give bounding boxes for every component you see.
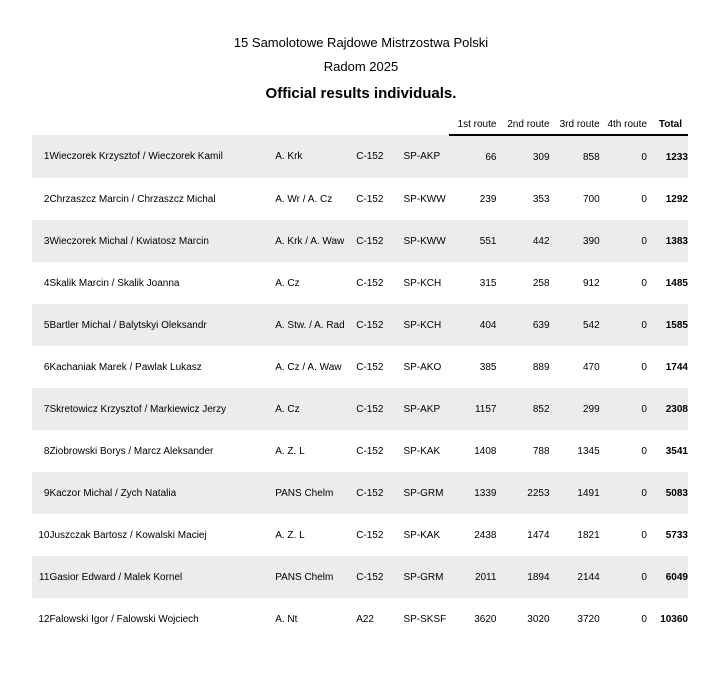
position-cell: 3 bbox=[32, 220, 49, 262]
aircraft-registration-cell: SP-AKP bbox=[403, 388, 449, 430]
aircraft-type-cell: C-152 bbox=[356, 472, 403, 514]
table-row bbox=[32, 472, 688, 514]
total-score-cell: 1585 bbox=[647, 304, 688, 346]
header-spacer bbox=[356, 114, 403, 135]
route-2-score-cell: 442 bbox=[496, 220, 549, 262]
route-2-score-cell: 1474 bbox=[527, 529, 550, 541]
crew-name-cell: Juszczak Bartosz / Kowalski Maciej bbox=[49, 529, 207, 541]
crew-name-cell: Kachaniak Marek / Pawlak Lukasz bbox=[49, 361, 202, 373]
route-3-score-cell: 470 bbox=[582, 361, 600, 373]
route-4-score-cell: 0 bbox=[641, 361, 647, 373]
route-3-score-cell: 1491 bbox=[550, 472, 600, 514]
route-4-score-cell: 0 bbox=[600, 220, 647, 262]
position-cell: 10 bbox=[38, 529, 50, 541]
column-header-route-2: 2nd route bbox=[496, 114, 549, 135]
aircraft-registration-cell: SP-SKSF bbox=[403, 613, 447, 625]
crew-name-cell: Gasior Edward / Malek Kornel bbox=[49, 556, 275, 598]
aircraft-registration-cell: SP-AKP bbox=[403, 135, 449, 178]
club-cell: A. Wr / A. Cz bbox=[275, 193, 333, 205]
route-2-score-cell: 309 bbox=[496, 135, 549, 178]
table-row bbox=[32, 304, 688, 346]
crew-name-cell: Ziobrowski Borys / Marcz Aleksander bbox=[49, 445, 214, 457]
route-1-score-cell: 551 bbox=[449, 220, 496, 262]
route-3-score-cell: 2144 bbox=[550, 556, 600, 598]
position-cell: 11 bbox=[32, 556, 49, 598]
event-location-year: Radom 2025 bbox=[323, 59, 399, 74]
column-header-route-1: 1st route bbox=[449, 114, 496, 135]
crew-name-cell: Bartler Michal / Balytskyi Oleksandr bbox=[49, 304, 275, 346]
route-4-score-cell: 0 bbox=[600, 472, 647, 514]
aircraft-type-cell: C-152 bbox=[356, 388, 403, 430]
position-cell: 8 bbox=[43, 445, 50, 457]
route-2-score-cell: 852 bbox=[496, 388, 549, 430]
total-score-cell: 1292 bbox=[665, 193, 688, 205]
club-cell: A. Z. L bbox=[275, 445, 305, 457]
route-3-score-cell: 542 bbox=[550, 304, 600, 346]
route-3-score-cell: 390 bbox=[550, 220, 600, 262]
route-3-score-cell: 1345 bbox=[577, 445, 600, 457]
crew-name-cell: Skretowicz Krzysztof / Markiewicz Jerzy bbox=[49, 388, 275, 430]
route-1-score-cell: 315 bbox=[479, 277, 497, 289]
route-1-score-cell: 385 bbox=[479, 361, 497, 373]
total-score-cell: 5733 bbox=[665, 529, 688, 541]
aircraft-type-cell: C-152 bbox=[356, 220, 403, 262]
route-2-score-cell: 639 bbox=[496, 304, 549, 346]
position-cell: 2 bbox=[43, 193, 50, 205]
club-cell: A. Z. L bbox=[275, 529, 305, 541]
position-cell: 1 bbox=[32, 135, 49, 178]
crew-name-cell: Falowski Igor / Falowski Wojciech bbox=[49, 613, 199, 625]
route-4-score-cell: 0 bbox=[600, 388, 647, 430]
total-score-cell: 3541 bbox=[665, 445, 688, 457]
table-row bbox=[32, 514, 688, 556]
route-1-score-cell: 1339 bbox=[449, 472, 496, 514]
table-row bbox=[32, 178, 688, 220]
header-spacer bbox=[403, 114, 449, 135]
aircraft-type-cell: C-152 bbox=[356, 529, 384, 541]
aircraft-registration-cell: SP-KAK bbox=[403, 445, 441, 457]
crew-name-cell: Kaczor Michal / Zych Natalia bbox=[49, 472, 275, 514]
route-4-score-cell: 0 bbox=[600, 556, 647, 598]
aircraft-registration-cell: SP-KCH bbox=[403, 277, 442, 289]
table-row bbox=[32, 598, 688, 640]
club-cell: A. Cz bbox=[275, 277, 300, 289]
aircraft-registration-cell: SP-GRM bbox=[403, 556, 449, 598]
position-cell: 9 bbox=[32, 472, 49, 514]
table-row bbox=[32, 430, 688, 472]
route-4-score-cell: 0 bbox=[600, 304, 647, 346]
route-2-score-cell: 788 bbox=[532, 445, 550, 457]
total-score-cell: 1233 bbox=[647, 135, 688, 178]
table-row bbox=[32, 346, 688, 388]
column-header-route-4: 4th route bbox=[600, 114, 647, 135]
total-score-cell: 5083 bbox=[647, 472, 688, 514]
table-row bbox=[32, 220, 688, 262]
route-3-score-cell: 1821 bbox=[577, 529, 600, 541]
aircraft-registration-cell: SP-GRM bbox=[403, 472, 449, 514]
total-score-cell: 1744 bbox=[665, 361, 688, 373]
position-cell: 4 bbox=[43, 277, 50, 289]
aircraft-type-cell: C-152 bbox=[356, 277, 384, 289]
route-2-score-cell: 1894 bbox=[496, 556, 549, 598]
aircraft-registration-cell: SP-KWW bbox=[403, 193, 446, 205]
table-header-row bbox=[32, 114, 688, 135]
table-row bbox=[32, 388, 688, 430]
total-score-cell: 6049 bbox=[647, 556, 688, 598]
club-cell: PANS Chelm bbox=[275, 556, 356, 598]
route-1-score-cell: 239 bbox=[479, 193, 497, 205]
route-4-score-cell: 0 bbox=[641, 529, 647, 541]
position-cell: 12 bbox=[38, 613, 50, 625]
route-1-score-cell: 2011 bbox=[449, 556, 496, 598]
route-2-score-cell: 258 bbox=[532, 277, 550, 289]
route-4-score-cell: 0 bbox=[600, 135, 647, 178]
table-row bbox=[32, 262, 688, 304]
column-header-route-3: 3rd route bbox=[550, 114, 600, 135]
route-4-score-cell: 0 bbox=[641, 277, 647, 289]
route-3-score-cell: 3720 bbox=[577, 613, 600, 625]
club-cell: A. Krk bbox=[275, 135, 356, 178]
aircraft-type-cell: C-152 bbox=[356, 304, 403, 346]
page-title: Official results individuals. bbox=[265, 85, 457, 102]
route-1-score-cell: 3620 bbox=[474, 613, 497, 625]
aircraft-type-cell: A22 bbox=[356, 613, 374, 625]
position-cell: 6 bbox=[43, 361, 50, 373]
aircraft-registration-cell: SP-KWW bbox=[403, 220, 449, 262]
header-spacer bbox=[49, 114, 275, 135]
club-cell: A. Cz / A. Waw bbox=[275, 361, 342, 373]
route-1-score-cell: 1157 bbox=[449, 388, 496, 430]
crew-name-cell: Wieczorek Krzysztof / Wieczorek Kamil bbox=[49, 135, 275, 178]
column-header-total: Total bbox=[647, 114, 688, 135]
position-cell: 5 bbox=[32, 304, 49, 346]
crew-name-cell: Chrzaszcz Marcin / Chrzaszcz Michal bbox=[49, 193, 216, 205]
aircraft-type-cell: C-152 bbox=[356, 135, 403, 178]
route-1-score-cell: 2438 bbox=[474, 529, 497, 541]
route-4-score-cell: 0 bbox=[641, 193, 647, 205]
aircraft-type-cell: C-152 bbox=[356, 556, 403, 598]
aircraft-registration-cell: SP-KAK bbox=[403, 529, 441, 541]
route-2-score-cell: 3020 bbox=[527, 613, 550, 625]
route-3-score-cell: 858 bbox=[550, 135, 600, 178]
crew-name-cell: Skalik Marcin / Skalik Joanna bbox=[49, 277, 180, 289]
table-row bbox=[32, 556, 688, 598]
route-2-score-cell: 889 bbox=[532, 361, 550, 373]
aircraft-registration-cell: SP-AKO bbox=[403, 361, 442, 373]
aircraft-type-cell: C-152 bbox=[356, 445, 384, 457]
route-4-score-cell: 0 bbox=[641, 613, 647, 625]
route-4-score-cell: 0 bbox=[641, 445, 647, 457]
club-cell: A. Krk / A. Waw bbox=[275, 220, 356, 262]
aircraft-type-cell: C-152 bbox=[356, 193, 384, 205]
route-2-score-cell: 353 bbox=[532, 193, 550, 205]
route-3-score-cell: 912 bbox=[582, 277, 600, 289]
event-title: 15 Samolotowe Rajdowe Mistrzostwa Polski bbox=[233, 35, 489, 50]
club-cell: A. Stw. / A. Rad bbox=[275, 304, 356, 346]
route-3-score-cell: 299 bbox=[550, 388, 600, 430]
total-score-cell: 1383 bbox=[647, 220, 688, 262]
total-score-cell: 2308 bbox=[647, 388, 688, 430]
route-1-score-cell: 1408 bbox=[474, 445, 497, 457]
club-cell: A. Nt bbox=[275, 613, 298, 625]
club-cell: PANS Chelm bbox=[275, 472, 356, 514]
total-score-cell: 10360 bbox=[660, 613, 688, 625]
position-cell: 7 bbox=[32, 388, 49, 430]
header-spacer bbox=[275, 114, 356, 135]
table-row bbox=[32, 135, 688, 178]
club-cell: A. Cz bbox=[275, 388, 356, 430]
route-1-score-cell: 66 bbox=[449, 135, 496, 178]
results-table bbox=[32, 114, 688, 640]
crew-name-cell: Wieczorek Michal / Kwiatosz Marcin bbox=[49, 220, 275, 262]
total-score-cell: 1485 bbox=[665, 277, 688, 289]
header-spacer bbox=[32, 114, 49, 135]
route-1-score-cell: 404 bbox=[449, 304, 496, 346]
route-3-score-cell: 700 bbox=[582, 193, 600, 205]
aircraft-registration-cell: SP-KCH bbox=[403, 304, 449, 346]
route-2-score-cell: 2253 bbox=[496, 472, 549, 514]
aircraft-type-cell: C-152 bbox=[356, 361, 384, 373]
